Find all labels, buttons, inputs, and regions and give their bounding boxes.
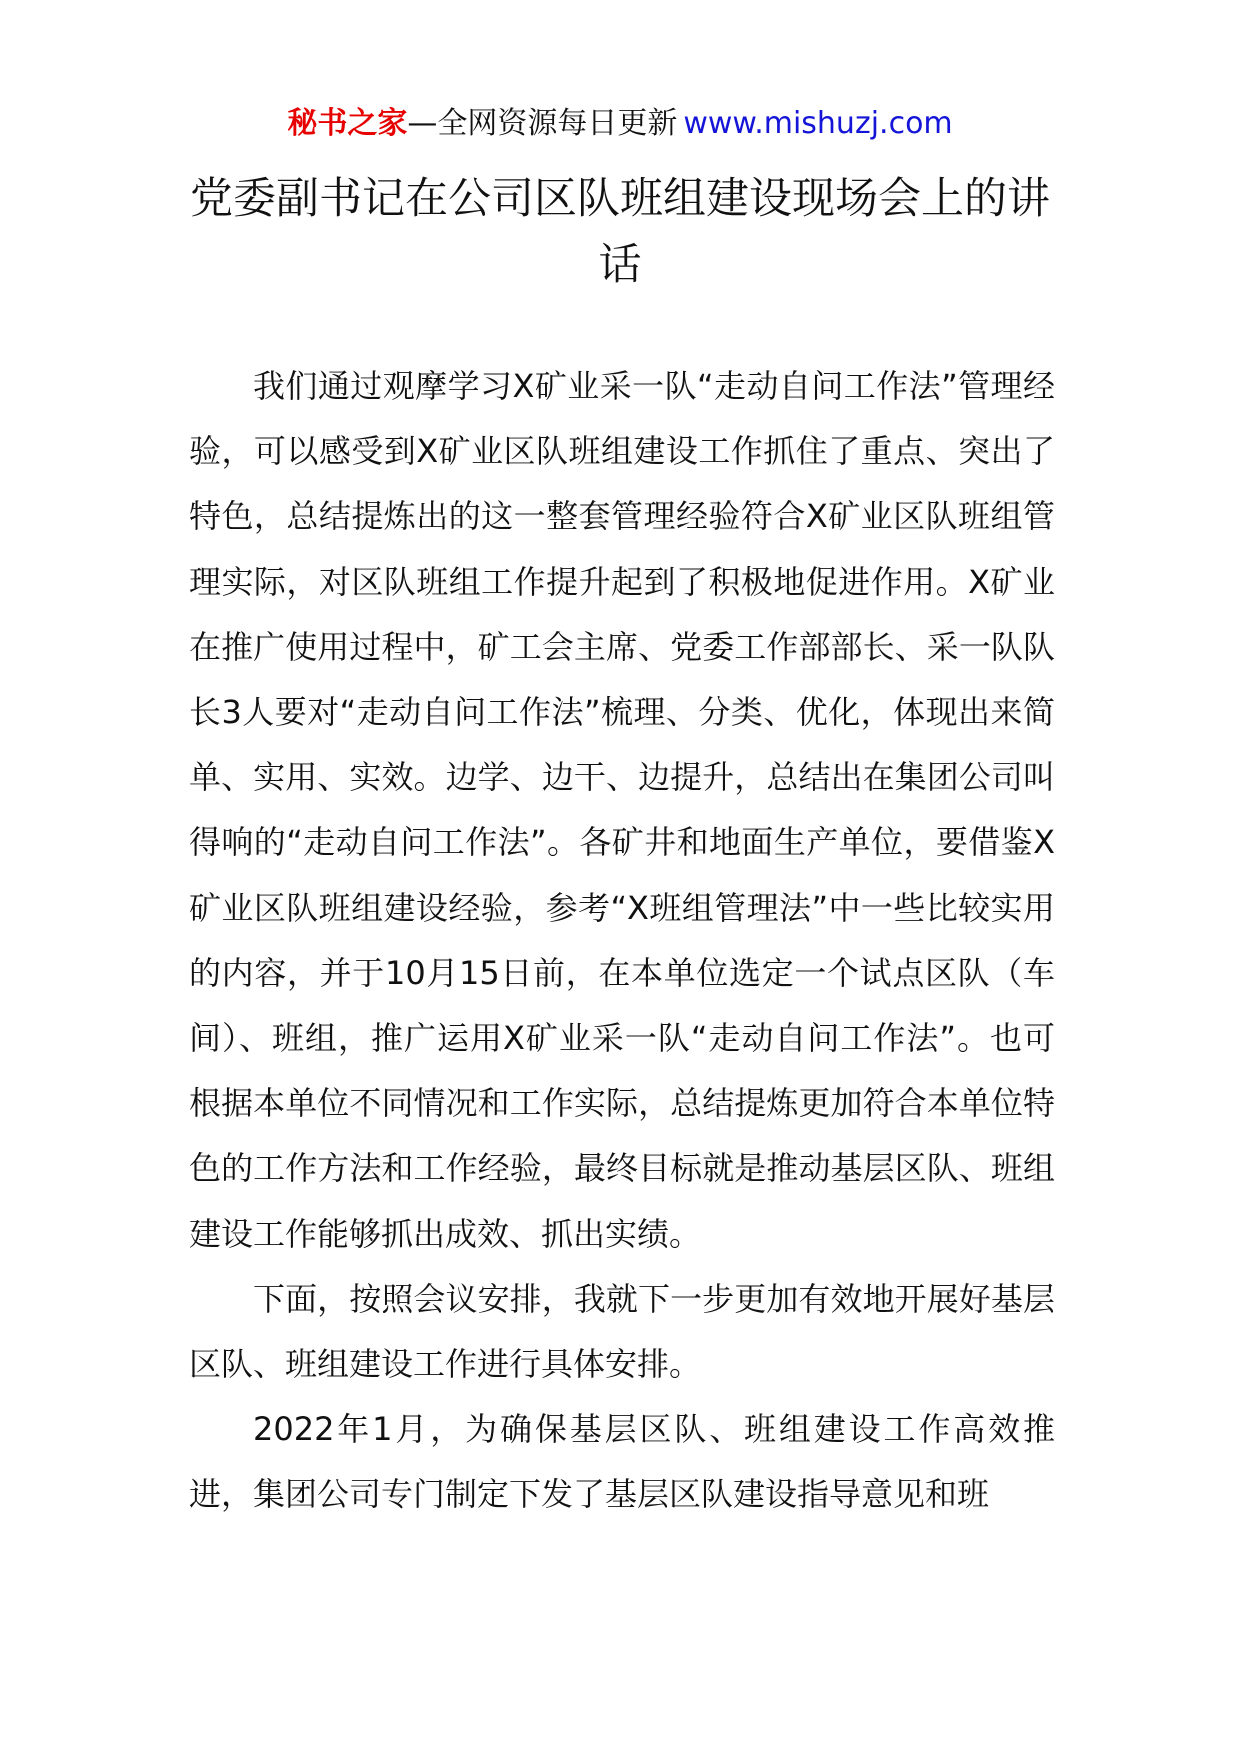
brand-name: 秘书之家: [287, 106, 408, 141]
site-header: [0, 104, 1240, 144]
document-body: [189, 354, 1055, 1528]
paragraph: 我们通过观摩学习X矿业采一队“走动自问工作法”管理经验，可以感受到X矿业区队班组建设工作抓住了重点、突出了特色，总结提炼出的这一整套管理经验符合X矿业区队班组管理实际，对区队班组工作提升起到了积极地促进作用。X矿业在推广使用过程中，矿工会主席、党委工作部部长、采一队队长3人要对“走动自问工作法”梳理、分类、优化，体现出来简单、实用、实效。边学、边干、边提升，总结出在集团公司叫得响的“走动自问工作法”。各矿井和地面生产单位，要借鉴X矿业区队班组建设经验，参考“X班组管理法”中一些比较实用的内容，并于10月15日前，在本单位选定一个试点区队（车间）、班组，推广运用X矿业采一队“走动自问工作法”。也可根据本单位不同情况和工作实际，总结提炼更加符合本单位特色的工作方法和工作经验，最终目标就是推动基层区队、班组建设工作能够抓出成效、抓出实绩。: [189, 367, 1055, 1253]
document-title: 党委副书记在公司区队班组建设现场会上的讲话: [190, 174, 1050, 290]
site-url-link[interactable]: www.mishuzj.com: [683, 106, 953, 141]
header-slogan: —全网资源每日更新: [407, 106, 678, 141]
paragraph: 2022年1月，为确保基层区队、班组建设工作高效推进，集团公司专门制定下发了基层区队建设指导意见和班: [189, 1410, 1055, 1514]
paragraph: 下面，按照会议安排，我就下一步更加有效地开展好基层区队、班组建设工作进行具体安排。: [189, 1279, 1055, 1384]
